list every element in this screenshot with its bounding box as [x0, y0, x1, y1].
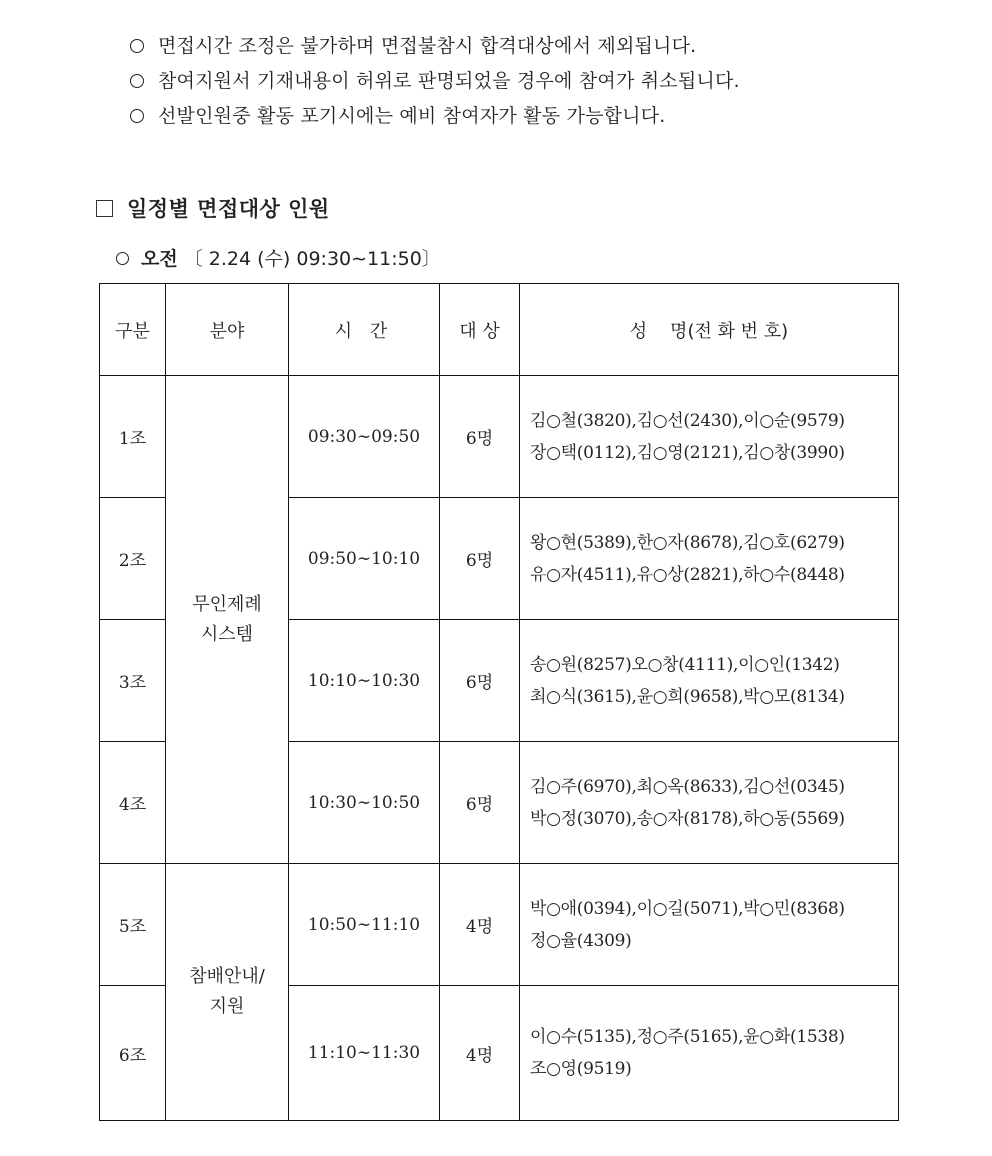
- notice-text: 면접시간 조정은 불가하며 면접불참시 합격대상에서 제외됩니다.: [158, 35, 697, 57]
- names-cell: 박○애(0394),이○길(5071),박○민(8368) 정○율(4309): [520, 864, 899, 986]
- interview-schedule-table: [99, 283, 899, 1121]
- header-field: 분야: [166, 284, 289, 376]
- count-cell: 6명: [440, 498, 520, 620]
- circle-bullet-icon: [130, 109, 144, 123]
- count-cell: 6명: [440, 742, 520, 864]
- group-cell: 6조: [100, 986, 166, 1121]
- time-cell: 10:50∼11:10: [289, 864, 440, 986]
- circle-bullet-icon: [130, 39, 144, 53]
- table-header-row: [100, 284, 899, 376]
- notice-text: 선발인원중 활동 포기시에는 예비 참여자가 활동 가능합니다.: [158, 105, 666, 127]
- circle-bullet-icon: [130, 74, 144, 88]
- names-cell: 송○원(8257)오○창(4111),이○인(1342) 최○식(3615),윤○희(9658),박○모(8134): [520, 620, 899, 742]
- section-title: [96, 193, 330, 223]
- notice-item: [130, 34, 696, 58]
- time-cell: 10:30∼10:50: [289, 742, 440, 864]
- names-cell: 김○철(3820),김○선(2430),이○순(9579) 장○택(0112),김○영(2121),김○창(3990): [520, 376, 899, 498]
- group-cell: 4조: [100, 742, 166, 864]
- count-cell: 4명: [440, 986, 520, 1121]
- header-count: 대 상: [440, 284, 520, 376]
- time-cell: 09:50∼10:10: [289, 498, 440, 620]
- session-heading: [116, 244, 441, 271]
- circle-bullet-icon: [116, 252, 129, 265]
- session-label: 오전: [141, 248, 178, 270]
- table-row: [100, 864, 899, 986]
- names-cell: 왕○현(5389),한○자(8678),김○호(6279) 유○자(4511),유○상(2821),하○수(8448): [520, 498, 899, 620]
- header-names: 성 명(전 화 번 호): [520, 284, 899, 376]
- notice-item: [130, 104, 666, 128]
- time-cell: 11:10∼11:30: [289, 986, 440, 1121]
- count-cell: 4명: [440, 864, 520, 986]
- group-cell: 5조: [100, 864, 166, 986]
- time-cell: 09:30∼09:50: [289, 376, 440, 498]
- session-detail: 〔 2.24 (수) 09:30∼11:50〕: [183, 248, 441, 270]
- time-cell: 10:10∼10:30: [289, 620, 440, 742]
- field-cell: 참배안내/ 지원: [166, 864, 289, 1121]
- count-cell: 6명: [440, 376, 520, 498]
- square-bullet-icon: [96, 200, 113, 217]
- group-cell: 2조: [100, 498, 166, 620]
- group-cell: 1조: [100, 376, 166, 498]
- section-title-text: 일정별 면접대상 인원: [127, 197, 330, 221]
- group-cell: 3조: [100, 620, 166, 742]
- notice-text: 참여지원서 기재내용이 허위로 판명되었을 경우에 참여가 취소됩니다.: [158, 70, 740, 92]
- names-cell: 이○수(5135),정○주(5165),윤○화(1538) 조○영(9519): [520, 986, 899, 1121]
- count-cell: 6명: [440, 620, 520, 742]
- header-group: 구분: [100, 284, 166, 376]
- names-cell: 김○주(6970),최○옥(8633),김○선(0345) 박○정(3070),송○자(8178),하○동(5569): [520, 742, 899, 864]
- header-time: 시 간: [289, 284, 440, 376]
- notice-item: [130, 69, 740, 93]
- table-row: [100, 376, 899, 498]
- field-cell: 무인제례 시스템: [166, 376, 289, 864]
